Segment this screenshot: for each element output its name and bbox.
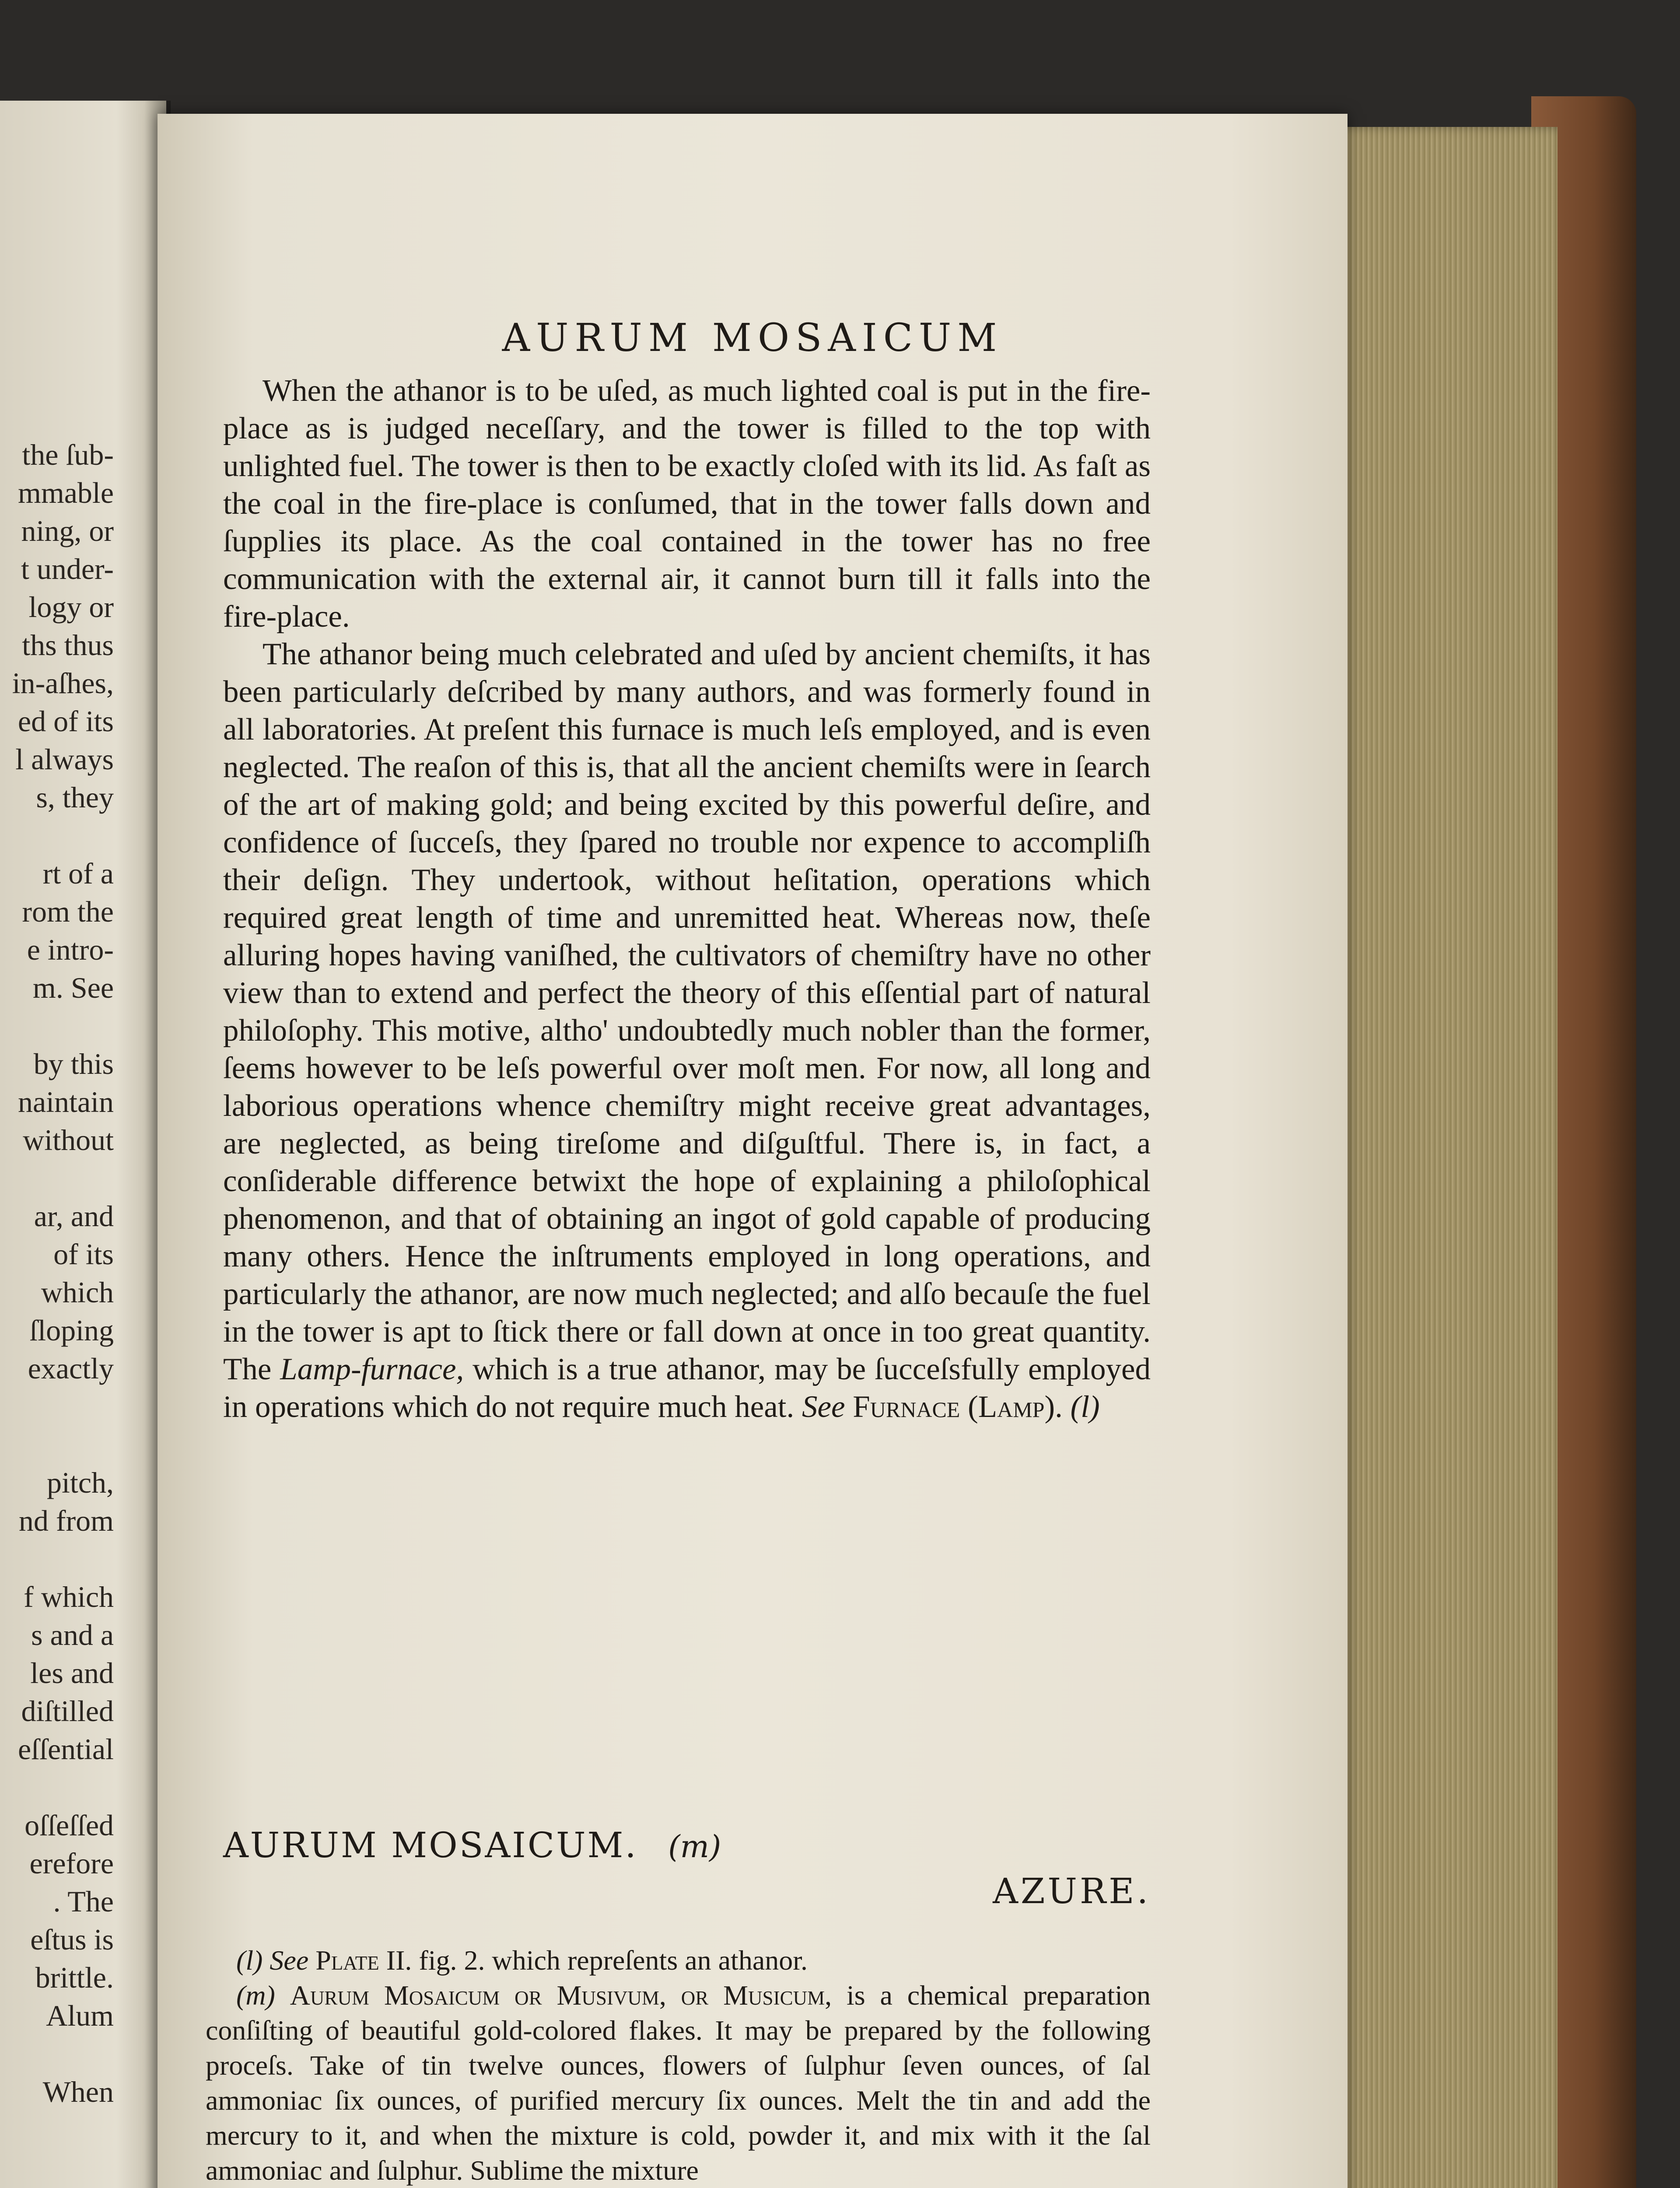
footnote-ref: (l) xyxy=(1070,1390,1100,1424)
previous-page-line: ſloping xyxy=(29,1314,114,1347)
previous-page-line: f which xyxy=(24,1580,114,1613)
entry-title: AURUM MOSAICUM. xyxy=(223,1825,638,1865)
see-label: See xyxy=(802,1390,845,1424)
italic-term: Lamp-furnace, xyxy=(280,1352,464,1386)
paragraph xyxy=(223,635,1151,1426)
paragraph-text: The athanor being much celebrated and uſed by ancient chemiſts, it has been particularly deſcribed by many authors, and was formerly found in all laboratories. At preſent this furnace is much leſs employed, and is even neglected. The reaſon of this is, that all the ancient chemiſts were in ſearch of the art of making gold; and being excited by this powerful deſire, and confidence of ſucceſs, they ſpared no trouble nor expence to accompliſh their deſign. They undertook, without heſitation, operations which required great length of time and unremitted heat. Whereas now, theſe alluring hopes having vaniſhed, the cultivators of chemiſtry have no other view than to extend and perfect the theory of this eſſential part of natural philoſophy. This motive, altho' undoubtedly much nobler than the former, ſeems however to be leſs powerful over moſt men. For now, all long and laborious operations whence chemiſtry might receive great advantages, are neglected, as being tireſome and diſguſtful. There is, in fact, a conſiderable difference betwixt the hope of explaining a philoſophical phenomenon, and that of obtaining an ingot of gold capable of producing many others. Hence the inſtruments employed in long operations, and particularly the athanor, are now much neglected; and alſo becauſe the fuel in the tower is apt to ſtick there or fall down at once in too great quantity. The xyxy=(223,637,1151,1386)
previous-page-line: brittle. xyxy=(35,1961,114,1994)
footnote-title: Aurum Mosaicum or Musivum, or Musicum, xyxy=(290,1980,832,2011)
footnotes xyxy=(206,1943,1151,2188)
footnote-ref: (m) xyxy=(668,1829,721,1865)
previous-page-line: oſſeſſed xyxy=(24,1809,114,1842)
footnote-text: II. fig. 2. which repreſents an athanor. xyxy=(386,1945,808,1976)
previous-page-line: l always xyxy=(15,743,114,776)
footnote-l xyxy=(206,1943,1151,1978)
footnote-text: is a chemical preparation conſiſting of beautiful gold-colored flakes. It may be prepared by the following proceſs. Take of tin twelve ounces, flowers of ſulphur ſeven ounces, of ſal ammoniac ſix ounces, of purified mercury ſix ounces. Melt the tin and add the mercury to it, and when the mixture is cold, powder it, and mix with it the ſal ammoniac and ſulphur. Sublime the mixture xyxy=(206,1980,1151,2186)
previous-page-line: Alum xyxy=(46,1999,114,2032)
previous-page-line: ar, and xyxy=(34,1199,114,1233)
previous-page-line: s and a xyxy=(31,1618,114,1652)
previous-page-line: rom the xyxy=(22,895,114,928)
previous-page-line: erefore xyxy=(29,1847,114,1880)
see-label: See xyxy=(270,1945,309,1976)
previous-page-line: without xyxy=(23,1123,114,1157)
paragraph: When the athanor is to be uſed, as much lighted coal is put in the fire-place as is judged neceſſary, and the tower is filled to the top with unlighted fuel. The tower is then to be exactly cloſed with its lid. As faſt as the coal in the fire-place is conſumed, that in the tower falls down and ſupplies its place. As the coal contained in the tower has no free communication with the external air, it cannot burn till it falls into the fire-place. xyxy=(223,374,1151,634)
entry-heading xyxy=(223,1825,1151,1865)
previous-page xyxy=(0,101,166,2188)
previous-page-line: t under- xyxy=(21,552,114,586)
running-head: AURUM MOSAICUM xyxy=(502,315,1003,360)
previous-page-line: e intro- xyxy=(27,933,114,966)
current-page xyxy=(158,114,1348,2188)
previous-page-line: mmable xyxy=(18,476,114,509)
previous-page-line: eſtus is xyxy=(30,1923,114,1956)
footnote-m xyxy=(206,1978,1151,2188)
previous-page-line: ths thus xyxy=(22,628,114,662)
previous-page-line: ed of its xyxy=(18,705,114,738)
previous-page-line: nd from xyxy=(18,1504,114,1537)
previous-page-line: s, they xyxy=(36,781,114,814)
previous-page-line: the ſub- xyxy=(22,438,114,471)
previous-page-line: When xyxy=(42,2075,114,2108)
cross-reference: Furnace (Lamp). xyxy=(853,1390,1063,1424)
previous-page-line: m. See xyxy=(32,971,114,1004)
previous-page-line: diſtilled xyxy=(21,1694,114,1728)
previous-page-line: which xyxy=(41,1276,114,1309)
paragraph-tail: which is a true athanor, may be ſucceſsfully employed in operations which do not require much heat. xyxy=(223,1352,1151,1424)
previous-page-line: pitch, xyxy=(47,1466,114,1499)
previous-page-line: of its xyxy=(53,1238,114,1271)
previous-page-line: eſſential xyxy=(18,1732,114,1766)
footnote-marker: (l) xyxy=(236,1945,263,1976)
previous-page-line: naintain xyxy=(18,1085,114,1119)
plate-label: Plate xyxy=(315,1945,379,1976)
previous-page-line: by this xyxy=(33,1047,114,1080)
next-entry-heading: AZURE. xyxy=(993,1871,1151,1911)
previous-page-line: rt of a xyxy=(42,857,114,890)
body-text xyxy=(223,372,1151,1426)
book-fore-edge xyxy=(1312,127,1558,2188)
previous-page-line: exactly xyxy=(28,1352,114,1385)
previous-page-line: ning, or xyxy=(21,514,114,547)
previous-page-line: . The xyxy=(53,1885,114,1918)
previous-page-line: logy or xyxy=(28,590,114,624)
previous-page-line: in-aſhes, xyxy=(12,666,114,700)
footnote-marker: (m) xyxy=(236,1980,275,2011)
previous-page-line: les and xyxy=(30,1656,114,1690)
